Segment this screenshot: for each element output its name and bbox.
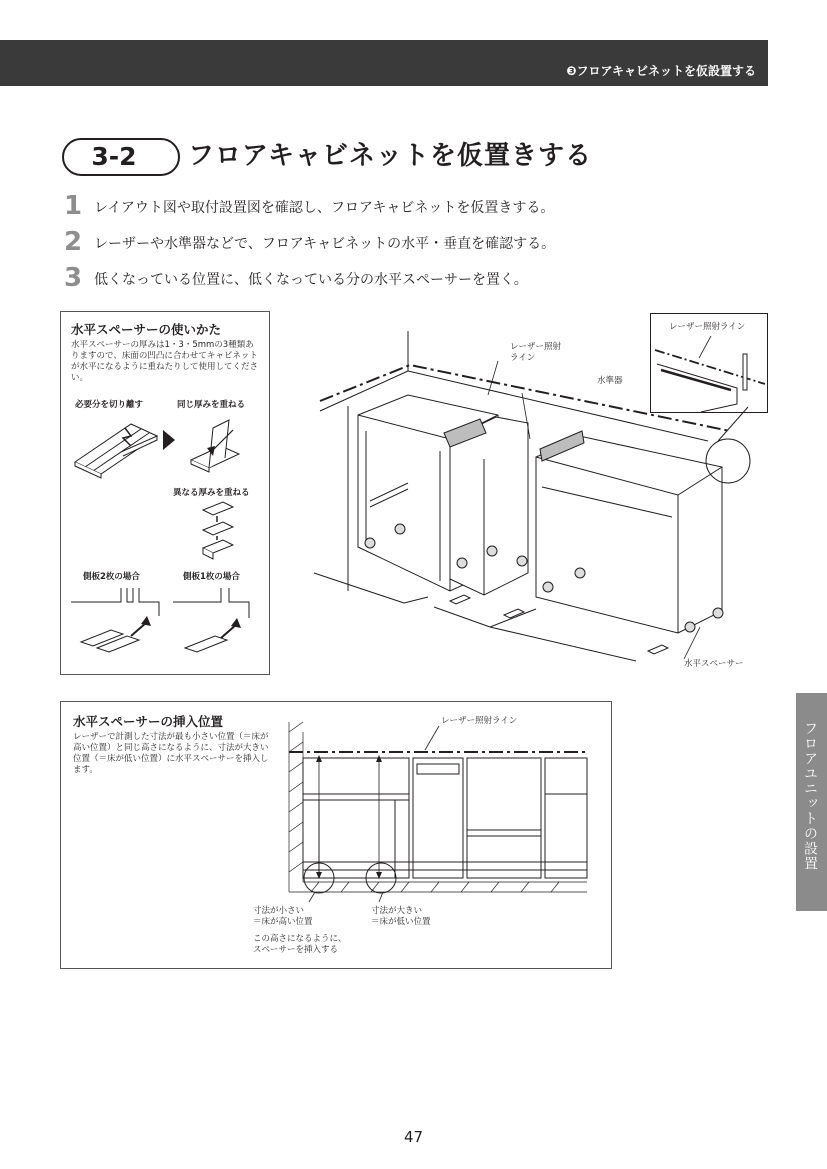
step-number: 1 [64,191,83,221]
insert-description: レーザーで計測した寸法が最も小さい位置（＝床が高い位置）と同じ高さになるように、寸法が大きい位置（＝床が低い位置）に水平スペーサーを挿入します。 [73,732,269,775]
step-number: 2 [64,227,83,257]
insert-position-illustration [61,702,613,970]
laser-inset-box [650,313,768,413]
insert-note: この高さになるように、 スペーサーを挿入する [253,934,347,955]
section-header-bar [0,40,768,86]
chapter-side-tab-label: フロアユニットの設置 [802,721,818,871]
step-text: レーザーや水準器などで、フロアキャビネットの水平・垂直を確認する。 [94,236,556,252]
small-dimension-label: 寸法が小さい ＝床が高い位置 [253,906,313,927]
heading-number-badge [62,138,180,176]
laser-line-label: レーザー照射 ライン [510,342,562,363]
two-panel-label: 側板2枚の場合 [83,572,140,582]
usage-box-title: 水平スペーサーの使いかた [71,322,222,337]
inset-laser-label: レーザー照射ライン [669,322,746,332]
usage-illustrations [61,312,271,676]
insert-box-title: 水平スペーサーの挿入位置 [73,714,224,729]
spacer-usage-box [60,311,270,675]
section-header-title: ❸フロアキャビネットを仮設置する [566,64,756,78]
cut-label: 必要分を切り離す [75,400,144,410]
step-text: 低くなっている位置に、低くなっている分の水平スペーサーを置く。 [94,272,528,288]
usage-description: 水平スペーサーの厚みは1・3・5mmの3種類ありますので、床面の凹凸に合わせてキャビネットが水平になるように重ねたりして使用してください。 [71,340,259,383]
level-label: 水準器 [597,376,623,386]
different-thickness-label: 異なる厚みを重ねる [173,488,250,498]
same-thickness-label: 同じ厚みを重ねる [177,400,246,410]
step-text: レイアウト図や取付設置図を確認し、フロアキャビネットを仮置きする。 [94,200,555,216]
inset-illustration [651,314,769,414]
large-dimension-label: 寸法が大きい ＝床が低い位置 [371,906,431,927]
page-title: フロアキャビネットを仮置きする [188,141,592,171]
step-number: 3 [64,263,83,293]
insert-laser-label: レーザー照射ライン [441,716,518,726]
one-panel-label: 側板1枚の場合 [183,572,240,582]
insert-position-box [60,701,612,969]
chapter-side-tab [796,693,827,911]
heading-number: 3-2 [91,142,137,171]
spacer-label: 水平スペーサー [684,659,744,669]
page-number: 47 [403,1128,424,1146]
